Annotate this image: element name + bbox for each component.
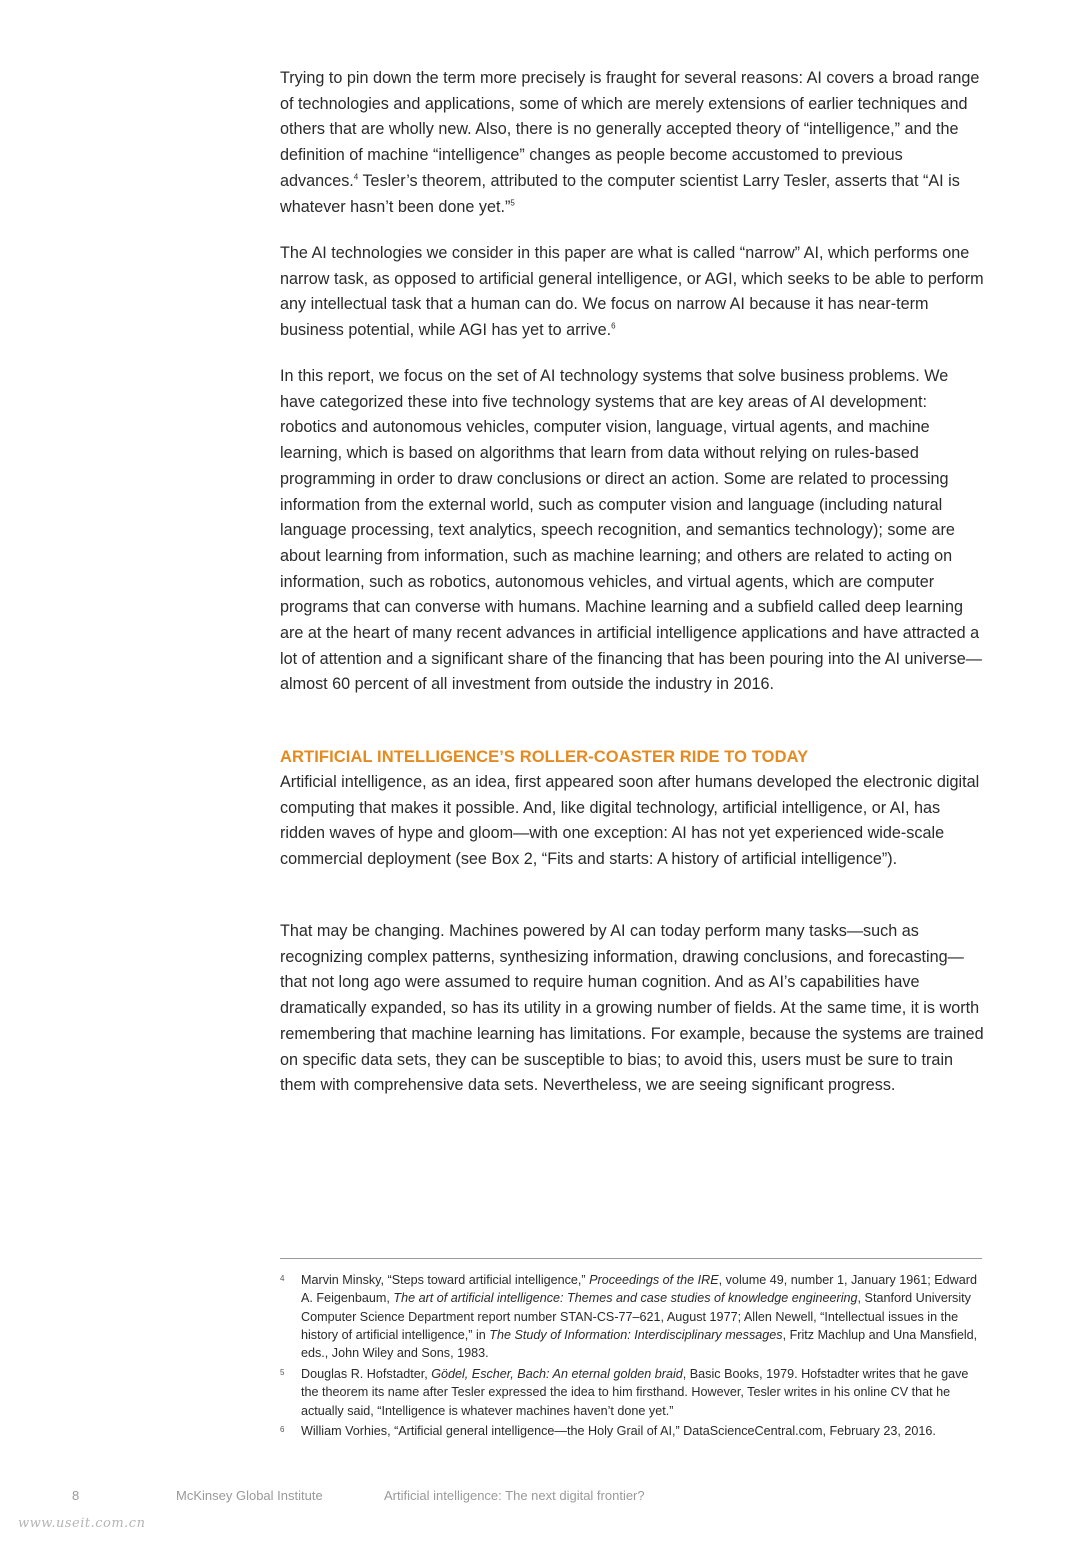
footnote-ref-6[interactable]: 6 bbox=[611, 321, 616, 331]
footnote-5 bbox=[280, 1365, 982, 1420]
paragraph-2 bbox=[280, 241, 985, 344]
paragraph-1 bbox=[280, 66, 985, 220]
paragraph-3-text: In this report, we focus on the set of AI technology systems that solve business problems. We have categorized these into five technology systems that are key areas of AI development: robotics and autonomous vehicles, computer vision, language, virtual agents, and machine learning, which is based on algorithms that learn from data without relying on rules-based programming in order to draw conclusions or direct an action. Some are related to processing information from the external world, such as computer vision and language (including natural language processing, text analytics, speech recognition, and semantics technology); some are about learning from information, such as machine learning; and others are related to acting on information, such as robotics, autonomous vehicles, and virtual agents, which are computer programs that can converse with humans. Machine learning and a subfield called deep learning are at the heart of many recent advances in artificial intelligence applications and have attracted a lot of attention and a significant share of the financing that has been pouring into the AI universe—almost 60 percent of all investment from outside the industry in 2016. bbox=[280, 367, 982, 694]
footnote-6-text: William Vorhies, “Artificial general intelligence—the Holy Grail of AI,” DataScienceCentral.com, February 23, 2016. bbox=[301, 1424, 936, 1438]
paragraph-5-text: That may be changing. Machines powered by AI can today perform many tasks—such as recognizing complex patterns, synthesizing information, drawing conclusions, and forecasting—that not long ago were assumed to require human cognition. And as AI’s capabilities have dramatically expanded, so has its utility in a growing number of fields. At the same time, it is worth remembering that machine learning has limitations. For example, because the systems are trained on specific data sets, they can be susceptible to bias; to avoid this, users must be sure to train them with comprehensive data sets. Nevertheless, we are seeing significant progress. bbox=[280, 922, 984, 1095]
paragraph-2-text: The AI technologies we consider in this paper are what is called “narrow” AI, which performs one narrow task, as opposed to artificial general intelligence, or AGI, which seeks to be able to perform any intellectual task that a human can do. We focus on narrow AI because it has near-term business potential, while AGI has yet to arrive. bbox=[280, 244, 984, 340]
footnote-4 bbox=[280, 1271, 982, 1362]
footer-report-title: Artificial intelligence: The next digital frontier? bbox=[384, 1488, 645, 1503]
footnote-6-number: 6 bbox=[280, 1425, 285, 1434]
footer-publisher: McKinsey Global Institute bbox=[176, 1488, 323, 1503]
paragraph-1-text-b: Tesler’s theorem, attributed to the computer scientist Larry Tesler, asserts that “AI is whatever hasn’t been done yet.” bbox=[280, 171, 960, 216]
footnote-divider bbox=[280, 1258, 982, 1259]
footnote-4-number: 4 bbox=[280, 1274, 285, 1283]
paragraph-1-text-a: Trying to pin down the term more precisely is fraught for several reasons: AI covers a broad range of technologies and applications, some of which are merely extensions of earlier techniques and others that are wholly new. Also, there is no generally accepted theory of “intelligence,” and the definition of machine “intelligence” changes as people become accustomed to previous advances. bbox=[280, 69, 980, 190]
section-heading bbox=[280, 746, 985, 768]
paragraph-4-text: Artificial intelligence, as an idea, first appeared soon after humans developed the electronic digital computing that makes it possible. And, like digital technology, artificial intelligence, or AI, has ridden waves of hype and gloom—with one exception: AI has not yet experienced wide-scale commercial deployment (see Box 2, “Fits and starts: A history of artificial intelligence”). bbox=[280, 773, 980, 869]
paragraph-3 bbox=[280, 364, 985, 698]
watermark: www.useit.com.cn bbox=[18, 1516, 146, 1531]
footnote-4-text: Marvin Minsky, “Steps toward artificial intelligence,” Proceedings of the IRE, volume 49, number 1, January 1961; Edward A. Feigenbaum, The art of artificial intelligence: Themes and case studies of knowledge engineering, Stanford University Computer Science Department report number STAN-CS-77–621, August 1977; Allen Newell, “Intellectual issues in the history of artificial intelligence,” in The Study of Information: Interdisciplinary messages, Fritz Machlup and Una Mansfield, eds., John Wiley and Sons, 1983. bbox=[301, 1273, 978, 1361]
page-number: 8 bbox=[72, 1488, 80, 1503]
paragraph-4 bbox=[280, 770, 985, 873]
footnote-ref-4[interactable]: 4 bbox=[353, 172, 359, 182]
section-heading-text: ARTIFICIAL INTELLIGENCE’S ROLLER-COASTER RIDE TO TODAY bbox=[280, 748, 809, 766]
footnote-6 bbox=[280, 1422, 982, 1440]
footnote-ref-5[interactable]: 5 bbox=[510, 198, 515, 208]
paragraph-5 bbox=[280, 919, 985, 1099]
footnote-5-number: 5 bbox=[280, 1368, 285, 1377]
footnote-5-text: Douglas R. Hofstadter, Gödel, Escher, Bach: An eternal golden braid, Basic Books, 1979. Hofstadter writes that he gave the theorem its name after Tesler expressed the idea to him firsthand. However, Tesler writes in his online CV that he actually said, “Intelligence is whatever machines haven’t done yet.” bbox=[301, 1367, 969, 1418]
